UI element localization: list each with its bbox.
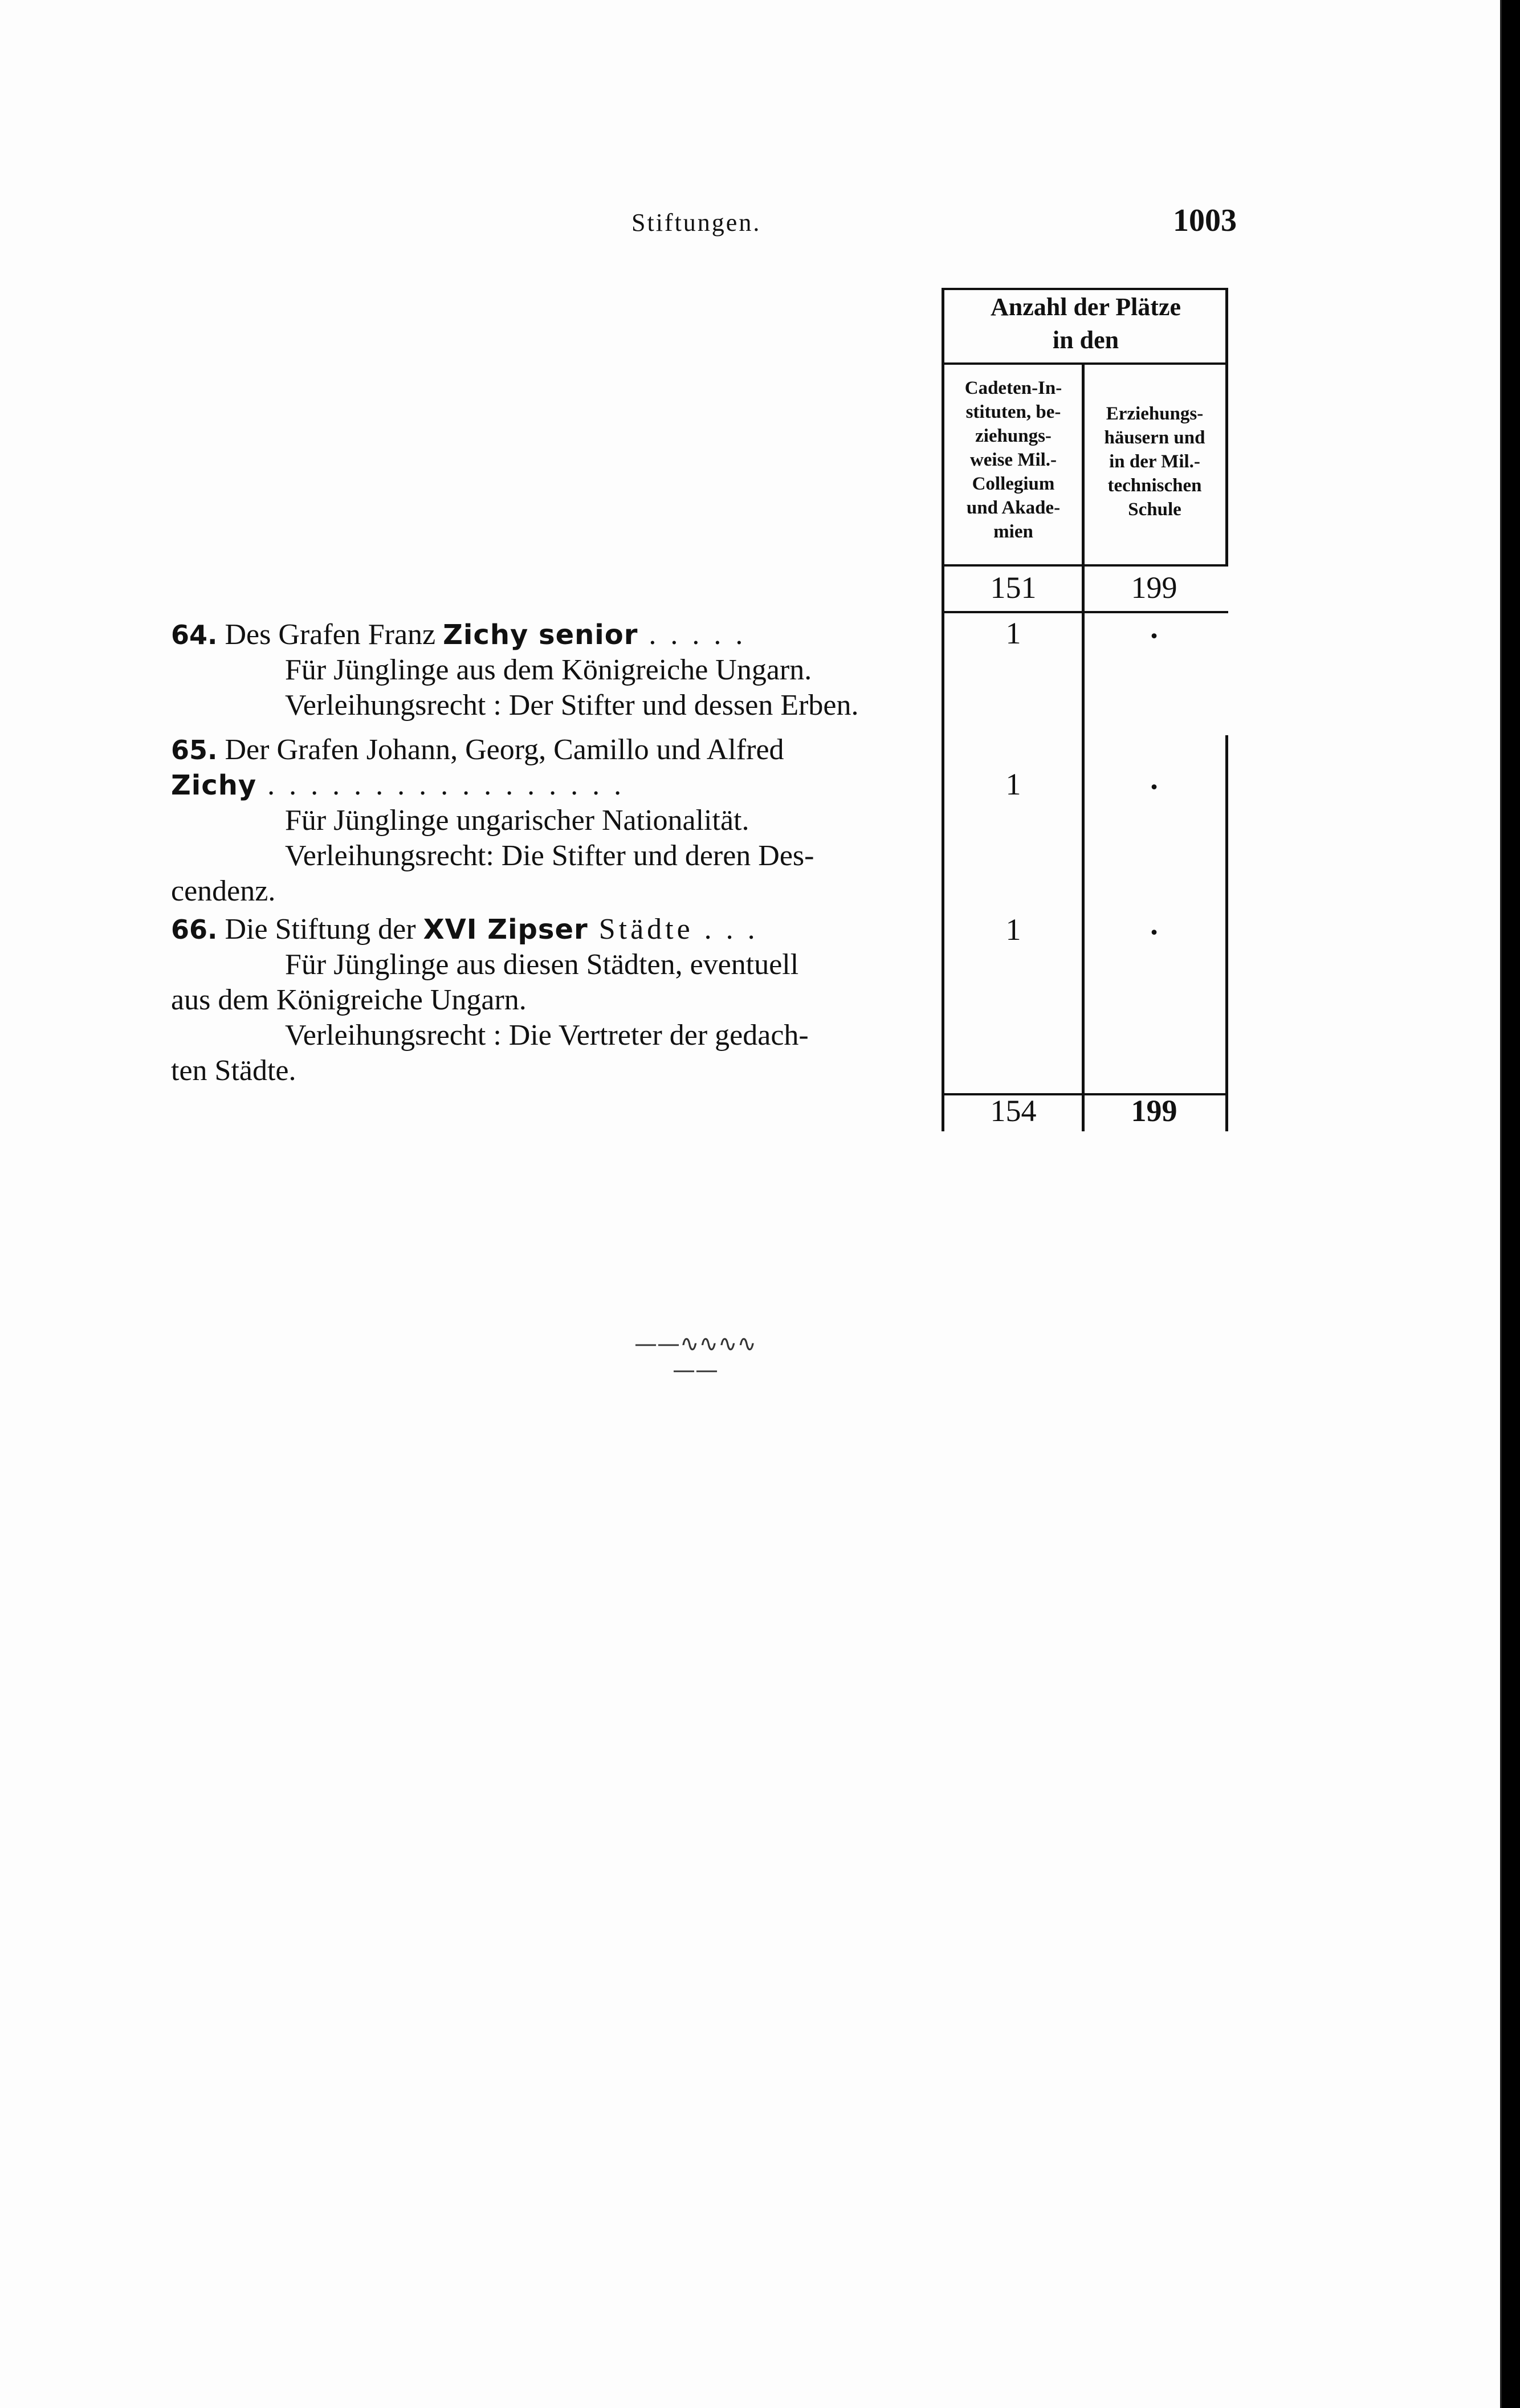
entry-65: 65. Der Grafen Johann, Georg, Camillo und Alfred Zichy . . . . . . . . . . . . . . . . . Für Jünglinge ungarischer Nationalität. Verleihungsrecht: Die Stifter und deren Des- cendenz.	[171, 734, 814, 907]
founder-name: Zichy senior	[443, 619, 638, 651]
column-header-cadeten: Cadeten-In- stituten, be- ziehungs- weise Mil.- Collegium und Akade- mien	[964, 378, 1062, 542]
total-col1: 154	[990, 1094, 1037, 1128]
total-col2: 199	[1131, 1094, 1177, 1128]
entry-64: 64. Des Grafen Franz Zichy senior . . . . . Für Jünglinge aus dem Königreiche Ungarn. Verleihungsrecht : Der Stifter und dessen Erben.	[171, 618, 859, 722]
entry-64-col1: 1	[1005, 616, 1021, 650]
entry-66: 66. Die Stiftung der XVI Zipser Städte . . . Für Jünglinge aus diesen Städten, eventuell aus dem Königreiche Ungarn. Verleihungsrecht : Die Vertreter der gedach- ten Städte.	[171, 913, 809, 1087]
table-group-header: Anzahl der Plätze in den	[990, 293, 1181, 354]
table-subheader-rule	[943, 564, 1228, 567]
entry-66-col2: .	[1150, 907, 1158, 941]
founder-name: XVI Zipser	[423, 914, 588, 946]
table-top-rule	[943, 288, 1228, 290]
entry-65-col1: 1	[1005, 767, 1021, 801]
entry-64-col2: .	[1150, 610, 1158, 645]
founder-name: Zichy	[171, 769, 257, 801]
entry-65-col2: .	[1150, 761, 1158, 796]
carry-col1: 151	[990, 571, 1037, 605]
running-header: Stiftungen.	[631, 209, 761, 237]
entry-number: 66.	[171, 914, 218, 945]
entry-66-col1: 1	[1005, 912, 1021, 947]
entry-number: 65.	[171, 735, 218, 765]
entry-number: 64.	[171, 620, 218, 650]
column-header-erziehung: Erziehungs- häusern und in der Mil.- technischen Schule	[1104, 404, 1205, 520]
table-right-rule-lower	[1225, 735, 1228, 1131]
table-header-divider	[943, 362, 1228, 365]
closing-ornament: ——∿∿∿∿——	[634, 1331, 757, 1383]
table-left-rule	[942, 288, 944, 1131]
page-number: 1003	[1173, 203, 1237, 238]
carry-col2: 199	[1131, 571, 1177, 605]
